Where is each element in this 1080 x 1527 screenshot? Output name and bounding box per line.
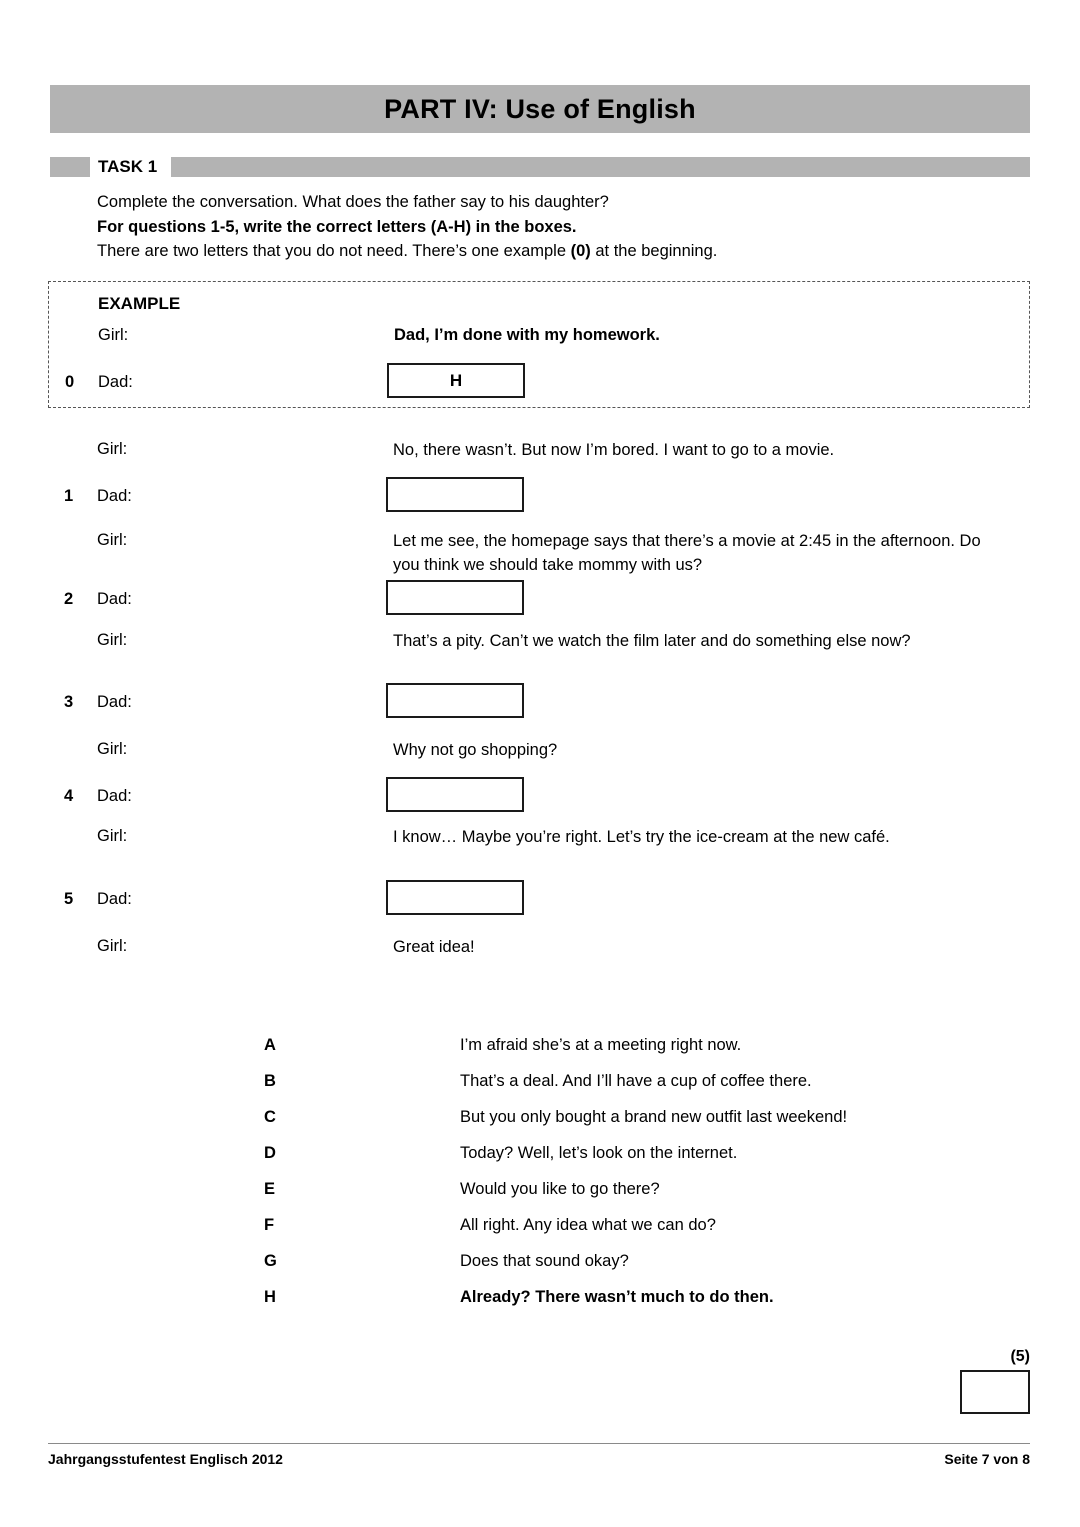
options-list bbox=[0, 1036, 1080, 1324]
option-row bbox=[0, 1072, 1080, 1108]
option-letter: D bbox=[264, 1144, 276, 1162]
answer-input-box[interactable] bbox=[386, 777, 524, 812]
option-letter: C bbox=[264, 1108, 276, 1126]
example-girl-label: Girl: bbox=[98, 326, 129, 344]
example-block bbox=[48, 281, 1030, 408]
option-row bbox=[0, 1108, 1080, 1144]
option-letter: G bbox=[264, 1252, 277, 1270]
option-row bbox=[0, 1180, 1080, 1216]
dialogue-item-number: 4 bbox=[64, 787, 74, 805]
example-answer-box[interactable] bbox=[387, 363, 525, 398]
part-header-bar bbox=[50, 85, 1030, 133]
option-letter: E bbox=[264, 1180, 276, 1198]
option-letter: F bbox=[264, 1216, 275, 1234]
option-row bbox=[0, 1252, 1080, 1288]
dialogue-speaker-label: Girl: bbox=[97, 631, 128, 649]
option-text: Today? Well, let’s look on the internet. bbox=[460, 1144, 738, 1162]
score-label: (5) bbox=[1010, 1348, 1030, 1365]
option-text: That’s a deal. And I’ll have a cup of coffee there. bbox=[460, 1072, 812, 1090]
dialogue-item-number: 5 bbox=[64, 890, 74, 908]
option-row bbox=[0, 1288, 1080, 1324]
footer-left-text: Jahrgangsstufentest Englisch 2012 bbox=[48, 1451, 283, 1467]
option-letter: B bbox=[264, 1072, 276, 1090]
page-title: PART IV: Use of English bbox=[384, 93, 696, 124]
footer-divider bbox=[48, 1443, 1030, 1444]
instruction-line-2: For questions 1-5, write the correct letters (A-H) in the boxes. bbox=[97, 217, 577, 236]
dialogue-speaker-label: Girl: bbox=[97, 531, 128, 549]
dialogue-speaker-label: Dad: bbox=[97, 787, 132, 805]
option-text: Would you like to go there? bbox=[460, 1180, 660, 1198]
dialogue-item-number: 2 bbox=[64, 590, 74, 608]
score-input-box[interactable] bbox=[960, 1370, 1030, 1414]
instructions bbox=[97, 190, 997, 264]
instruction-line-3-part-a: There are two letters that you do not need. There’s one example bbox=[97, 242, 571, 260]
dialogue-speaker-label: Girl: bbox=[97, 827, 128, 845]
option-text: All right. Any idea what we can do? bbox=[460, 1216, 716, 1234]
dialogue-speaker-label: Dad: bbox=[97, 693, 132, 711]
instruction-line-3 bbox=[97, 239, 997, 264]
answer-input-box[interactable] bbox=[386, 880, 524, 915]
dialogue-speaker-label: Girl: bbox=[97, 937, 128, 955]
option-row bbox=[0, 1144, 1080, 1180]
example-dad-label: Dad: bbox=[98, 373, 133, 391]
example-girl-text: Dad, I’m done with my homework. bbox=[394, 326, 660, 344]
footer-page-number: Seite 7 von 8 bbox=[944, 1451, 1030, 1467]
option-text: I’m afraid she’s at a meeting right now. bbox=[460, 1036, 742, 1054]
example-item-number: 0 bbox=[65, 373, 75, 391]
dialogue-text: Great idea! bbox=[393, 938, 475, 956]
option-row bbox=[0, 1216, 1080, 1252]
option-letter: H bbox=[264, 1288, 276, 1306]
answer-input-box[interactable] bbox=[386, 683, 524, 718]
dialogue-speaker-label: Girl: bbox=[97, 440, 128, 458]
dialogue-text: I know… Maybe you’re right. Let’s try the ice-cream at the new café. bbox=[393, 828, 890, 846]
dialogue-speaker-label: Dad: bbox=[97, 590, 132, 608]
dialogue-text: Let me see, the homepage says that there’s a movie at 2:45 in the afternoon. Do you think we should take mommy with us? bbox=[393, 532, 981, 574]
dialogue-item-number: 3 bbox=[64, 693, 74, 711]
dialogue-speaker-label: Girl: bbox=[97, 740, 128, 758]
instruction-line-1: Complete the conversation. What does the father say to his daughter? bbox=[97, 193, 609, 211]
dialogue-speaker-label: Dad: bbox=[97, 890, 132, 908]
option-text: But you only bought a brand new outfit last weekend! bbox=[460, 1108, 848, 1126]
option-text: Does that sound okay? bbox=[460, 1252, 629, 1270]
instruction-example-marker: (0) bbox=[570, 242, 591, 260]
instruction-line-3-part-c: at the beginning. bbox=[590, 242, 718, 260]
answer-input-box[interactable] bbox=[386, 580, 524, 615]
example-title: EXAMPLE bbox=[98, 294, 181, 313]
task-bar-left-chip bbox=[50, 157, 90, 177]
answer-input-box[interactable] bbox=[386, 477, 524, 512]
dialogue-item-number: 1 bbox=[64, 487, 74, 505]
option-text: Already? There wasn’t much to do then. bbox=[460, 1288, 774, 1306]
dialogue-speaker-label: Dad: bbox=[97, 487, 132, 505]
task-header-bar bbox=[50, 157, 1030, 177]
dialogue-text: Why not go shopping? bbox=[393, 741, 558, 759]
dialogue-text: No, there wasn’t. But now I’m bored. I want to go to a movie. bbox=[393, 441, 835, 459]
task-bar-right-chip bbox=[171, 157, 1030, 177]
option-row bbox=[0, 1036, 1080, 1072]
task-label: TASK 1 bbox=[90, 157, 171, 177]
example-answer-letter: H bbox=[449, 370, 463, 390]
dialogue-text: That’s a pity. Can’t we watch the film later and do something else now? bbox=[393, 632, 911, 650]
option-letter: A bbox=[264, 1036, 276, 1054]
